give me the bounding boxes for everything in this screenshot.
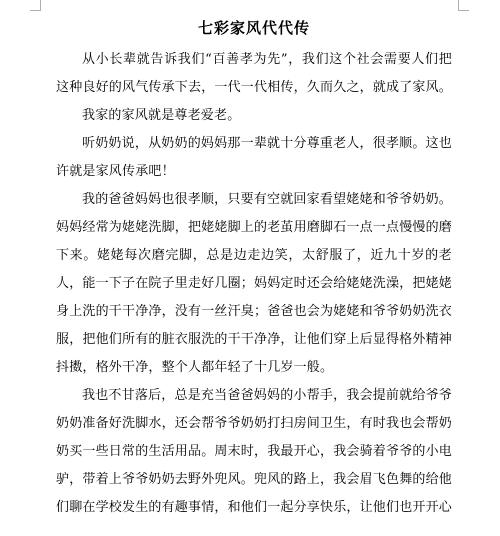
margin-corner-mark-top-right xyxy=(458,0,469,11)
paragraph-4: 我的爸爸妈妈也很孝顺，只要有空就回家看望姥姥和爷爷奶奶。妈妈经常为姥姥洗脚，把姥姥脚上的老茧用磨脚石一点一点慢慢的磨下来。姥姥每次磨完脚，总是边走边笑，太舒服了，近九十岁的老人，能一下子在院子里走好几圈；妈妈定时还会给姥姥洗澡，把姥姥身上洗的干干净净，没有一丝汗臭；爸爸也会为姥姥和爷爷奶奶洗衣服，把他们所有的脏衣服洗的干干净净，让他们穿上后显得格外精神抖擞，格外干净，整个人都年轻了十几岁一般。 xyxy=(56,192,453,375)
paragraph-5: 我也不甘落后，总是充当爸爸妈妈的小帮手，我会提前就给爷爷奶奶准备好洗脚水，还会帮爷爷奶奶打扫房间卫生，有时我也会帮奶奶买一些日常的生活用品。周末时，我最开心，我会骑着爷爷的小电驴，带着上爷爷奶奶去野外兜风。兜风的路上，我会眉飞色舞的给他们聊在学校发生的有趣事情，和他们一起分享快乐，让他们也开开心 xyxy=(56,388,453,515)
document-body xyxy=(56,14,452,522)
paragraph-3: 听奶奶说，从奶奶的妈妈那一辈就十分尊重老人，很孝顺。这也许就是家风传承吧！ xyxy=(56,136,452,179)
margin-corner-mark-top-left xyxy=(30,0,41,11)
document-title: 七彩家风代代传 xyxy=(197,19,310,37)
paragraph-1: 从小长辈就告诉我们“百善孝为先”，我们这个社会需要人们把这种良好的风气传承下去，一代一代相传，久而久之，就成了家风。 xyxy=(56,52,453,95)
paragraph-2: 我家的家风就是尊老爱老。 xyxy=(82,108,241,123)
